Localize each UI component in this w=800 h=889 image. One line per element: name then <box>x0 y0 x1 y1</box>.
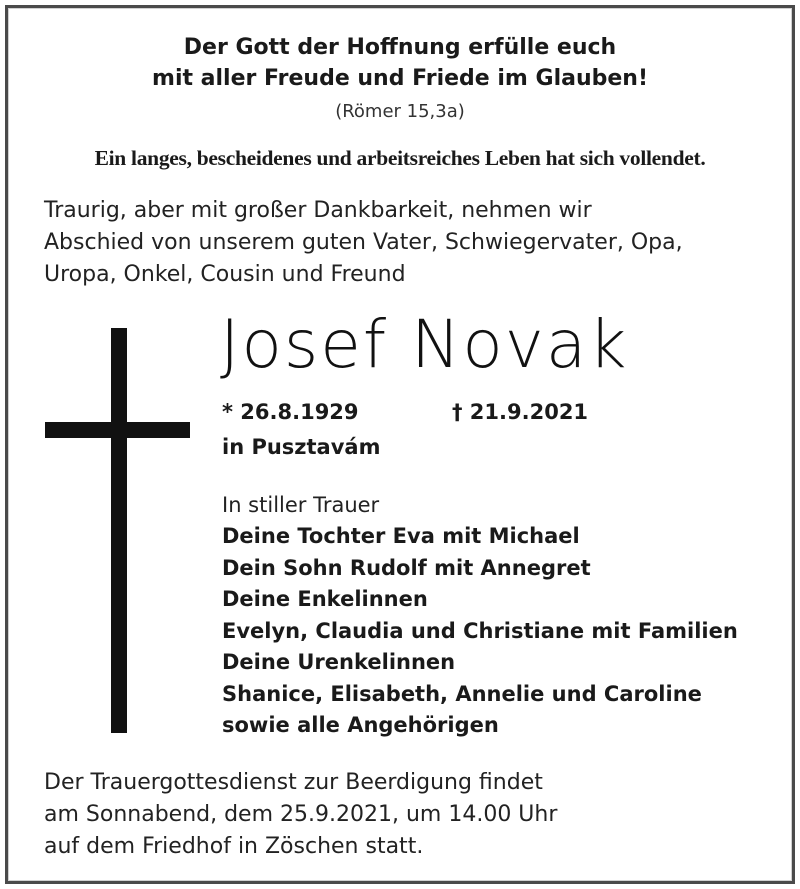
bible-verse-line-1: Der Gott der Hoffnung erfülle euch <box>183 35 617 60</box>
service-line-1: Der Trauergottesdienst zur Beerdigung findet <box>44 770 543 795</box>
cross-icon-vertical-bar <box>111 328 127 733</box>
cross-icon-horizontal-bar <box>45 422 190 438</box>
mourners-heading: In stiller Trauer <box>222 493 380 517</box>
lead-sentence: Ein langes, bescheidenes und arbeitsreiches Leben hat sich vollendet. <box>94 146 706 170</box>
birthplace: in Pusztavám <box>222 435 381 459</box>
intro-line-1: Traurig, aber mit großer Dankbarkeit, nehmen wir <box>44 198 592 223</box>
mourner-line: Deine Tochter Eva mit Michael <box>222 524 580 548</box>
service-line-3: auf dem Friedhof in Zöschen statt. <box>44 834 424 859</box>
mourner-line: Deine Urenkelinnen <box>222 650 456 674</box>
deceased-name: Josef Novak <box>220 306 629 383</box>
mourner-line: Deine Enkelinnen <box>222 587 428 611</box>
bible-verse-line-2: mit aller Freude und Friede im Glauben! <box>152 66 648 91</box>
service-line-2: am Sonnabend, dem 25.9.2021, um 14.00 Uhr <box>44 802 558 827</box>
intro-line-2: Abschied von unserem guten Vater, Schwiegervater, Opa, <box>44 230 683 255</box>
intro-line-3: Uropa, Onkel, Cousin und Freund <box>44 262 406 287</box>
mourner-line: sowie alle Angehörigen <box>222 713 499 737</box>
death-date: † 21.9.2021 <box>452 400 589 424</box>
mourner-line: Shanice, Elisabeth, Annelie und Caroline <box>222 682 702 706</box>
bible-verse-reference: (Römer 15,3a) <box>335 101 465 122</box>
mourner-line: Evelyn, Claudia und Christiane mit Familien <box>222 619 738 643</box>
birth-date: * 26.8.1929 <box>222 400 359 424</box>
mourner-line: Dein Sohn Rudolf mit Annegret <box>222 556 591 580</box>
